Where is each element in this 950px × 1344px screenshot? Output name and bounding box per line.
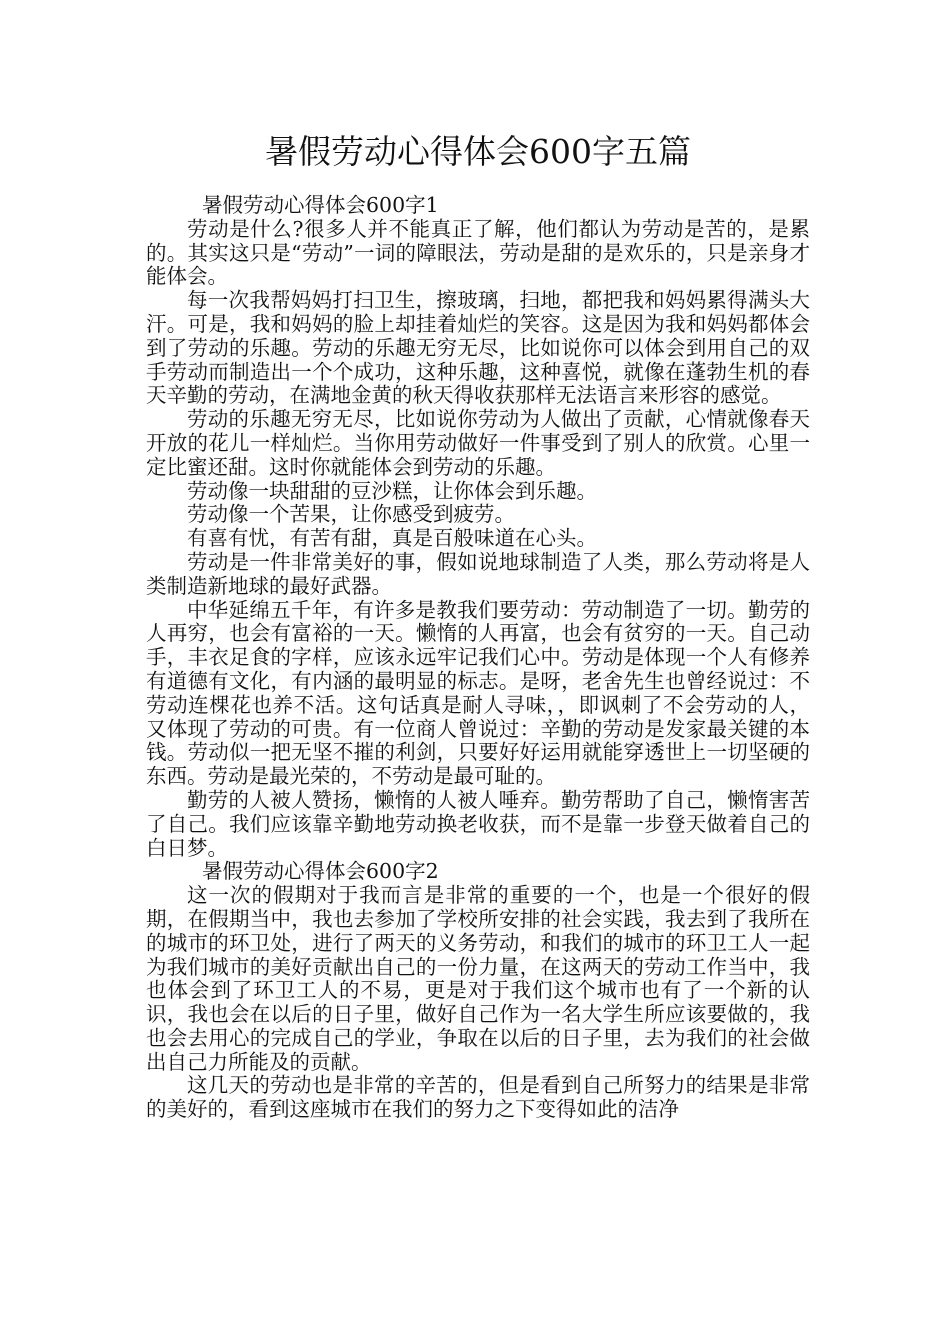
paragraph: 这几天的劳动也是非常的辛苦的，但是看到自己所努力的结果是非常的美好的，看到这座城市在我们的努力之下变得如此的洁净 [146, 1073, 810, 1122]
paragraph: 劳动是一件非常美好的事，假如说地球制造了人类，那么劳动将是人类制造新地球的最好武器。 [146, 549, 810, 598]
paragraph: 劳动像一个苦果，让你感受到疲劳。 [187, 502, 515, 527]
paragraph: 这一次的假期对于我而言是非常的重要的一个，也是一个很好的假期，在假期当中，我也去参加了学校所安排的社会实践，我去到了我所在的城市的环卫处，进行了两天的义务劳动，和我们的城市的环卫工人一起为我们城市的美好贡献出自己的一份力量，在这两天的劳动工作当中，我也体会到了环卫工人的不易，更是对于我们这个城市也有了一个新的认识，我也会在以后的日子里，做好自己作为一名大学生所应该要做的，我也会去用心的完成自己的学业，争取在以后的日子里，去为我们的社会做出自己力所能及的贡献。 [146, 883, 810, 1074]
paragraph: 中华延绵五千年，有许多是教我们要劳动：劳动制造了一切。勤劳的人再穷，也会有富裕的一天。懒惰的人再富，也会有贫穷的一天。自己动手，丰衣足食的字样，应该永远牢记我们心中。劳动是体现一个人有修养有道德有文化，有内涵的最明显的标志。是呀，老舍先生也曾经说过：不劳动连棵花也养不活。这句话真是耐人寻味，，即讽刺了不会劳动的人，又体现了劳动的可贵。有一位商人曾说过：辛勤的劳动是发家最关键的本钱。劳动似一把无坚不摧的利剑，只要好好运用就能穿透世上一切坚硬的东西。劳动是最光荣的，不劳动是最可耻的。 [146, 597, 810, 789]
paragraph: 有喜有忧，有苦有甜，真是百般味道在心头。 [187, 526, 597, 551]
section-heading: 暑假劳动心得体会600字2 [202, 859, 439, 884]
section-heading: 暑假劳动心得体会600字1 [202, 193, 439, 217]
paragraph: 劳动是什么?很多人并不能真正了解，他们都认为劳动是苦的，是累的。其实这只是“劳动”一词的障眼法，劳动是甜的是欢乐的，只是亲身才能体会。 [146, 216, 810, 289]
paragraph: 劳动像一块甜甜的豆沙糕，让你体会到乐趣。 [187, 478, 597, 503]
paragraph: 每一次我帮妈妈打扫卫生，擦玻璃，扫地，都把我和妈妈累得满头大汗。可是，我和妈妈的脸上却挂着灿烂的笑容。这是因为我和妈妈都体会到了劳动的乐趣。劳动的乐趣无穷无尽，比如说你可以体会到用自己的双手劳动而制造出一个个成功，这种乐趣，这种喜悦，就像在蓬勃生机的春天辛勤的劳动，在满地金黄的秋天得收获那样无法语言来形容的感觉。 [146, 288, 810, 408]
document-page [146, 126, 810, 1122]
document-body [146, 194, 810, 1122]
paragraph: 勤劳的人被人赞扬，懒惰的人被人唾弃。勤劳帮助了自己，懒惰害苦了自己。我们应该靠辛勤地劳动换老收获，而不是靠一步登天做着自己的白日梦。 [146, 787, 810, 860]
paragraph: 劳动的乐趣无穷无尽，比如说你劳动为人做出了贡献，心情就像春天开放的花儿一样灿烂。当你用劳动做好一件事受到了别人的欣赏。心里一定比蜜还甜。这时你就能体会到劳动的乐趣。 [146, 407, 810, 479]
document-title: 暑假劳动心得体会600字五篇 [265, 132, 691, 171]
